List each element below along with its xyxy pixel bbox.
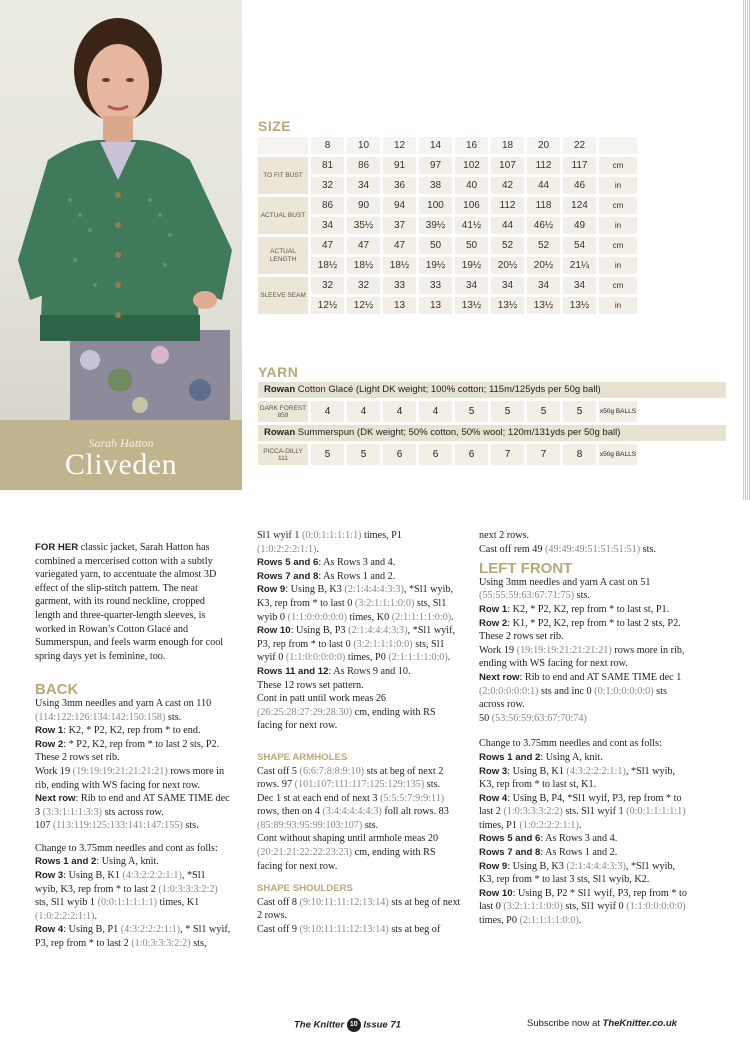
size-cell-cm: 86 <box>347 157 380 174</box>
yarn-ball-count: 5 <box>491 401 524 422</box>
size-cell-cm: 52 <box>527 237 560 254</box>
yarn-desc: Cotton Glacé (Light DK weight; 100% cotton; 115m/125yds per 50g ball) <box>295 384 601 395</box>
left-front-text-2: Change to 3.75mm needles and cont as folls: Rows 1 and 2: Using A, knit. Row 3: Using B, K1 (4:3:2:2:2:1:1), *Sl1 wyib, K3, rep from * to last st, K1. Row 4: Using B, P4, *Sl1 wyif, P3, rep from * to last 2 (1:0:3:3:3:2:2) sts. Sl1 wyif 1 (0:0:1:1:1:1:1) times, P1 (1:0:2:2:2:1:1). Rows 5 and 6: As Rows 3 and 4. Rows 7 and 8: As Rows 1 and 2. Row 9: Using B, K3 (2:1:4:4:4:3:3), *Sl1 wyib, K3, rep from * to last 3 sts, Sl1 wyib, K2. Row 10: Using B, P2 * Sl1 wyif, P3, rep from * to last 0 (3:2:1:1:1:0:0) sts, Sl1 wyif 0 (1:1:0:0:0:0:0) times, P0 (2:1:1:1:1:0:0). <box>479 738 687 927</box>
text-column-3 <box>479 529 687 928</box>
size-unit-cm: cm <box>599 157 637 174</box>
size-cell-in: 37 <box>383 217 416 234</box>
size-cell-cm: 107 <box>491 157 524 174</box>
yarn-description-bar <box>258 382 726 398</box>
size-cell-in: 35½ <box>347 217 380 234</box>
size-cell-in: 39½ <box>419 217 452 234</box>
yarn-ball-count: 5 <box>311 444 344 465</box>
intro-paragraph <box>35 541 231 663</box>
yarn-shade-label: PICCA-DILLY 111 <box>258 444 308 465</box>
size-cell-cm: 112 <box>527 157 560 174</box>
yarn-ball-count: 4 <box>419 401 452 422</box>
yarn-ball-count: 4 <box>383 401 416 422</box>
size-cell-in: 13½ <box>455 297 488 314</box>
yarn-ball-count: 5 <box>347 444 380 465</box>
size-cell-in: 21¼ <box>563 257 596 274</box>
size-cell-cm: 34 <box>527 277 560 294</box>
size-heading: SIZE <box>258 118 292 134</box>
yarn-unit: x50g BALLS <box>599 444 637 465</box>
size-cell-in: 13 <box>383 297 416 314</box>
size-cell-in: 18½ <box>347 257 380 274</box>
size-cell-in: 13½ <box>563 297 596 314</box>
size-cell-cm: 52 <box>491 237 524 254</box>
size-row-in <box>258 297 637 314</box>
size-header-cell: 22 <box>563 137 596 154</box>
size-row-in <box>258 217 637 234</box>
yarn-unit: x50g BALLS <box>599 401 637 422</box>
yarn-ball-count: 8 <box>563 444 596 465</box>
size-row-in <box>258 177 637 194</box>
size-cell-in: 46½ <box>527 217 560 234</box>
size-cell-cm: 34 <box>455 277 488 294</box>
back-text-2: Change to 3.75mm needles and cont as folls: Rows 1 and 2: Using A, knit. Row 3: Using B, K1 (4:3:2:2:2:1:1), *Sl1 wyib, K3, rep from * to last 2 (1:0:3:3:3:2:2) sts, Sl1 wyib 1 (0:0:1:1:1:1:1) times, K1 (1:0:2:2:2:1:1). Row 4: Using B, P1 (4:3:2:2:2:1:1), * Sl1 wyif, P3, rep from * to last 2 (1:0:3:3:3:2:2) sts, <box>35 842 231 950</box>
size-cell-cm: 50 <box>455 237 488 254</box>
yarn-ball-count: 6 <box>455 444 488 465</box>
back-text: Using 3mm needles and yarn A cast on 110 (114:122:126:134:142:150:158) sts. Row 1: K2, * P2, K2, rep from * to end. Row 2: * P2, K2, rep from * to last 2 sts, P2. These 2 rows set rib. Work 19 (19:19:19:21:21:21:21) rows more in rib, ending with WS facing for next row. Next row: Rib to end and AT SAME TIME dec 3 (3:3:1:1:1:3:3) sts across row. 107 (113:119:125:133:141:147:155) sts. <box>35 697 230 832</box>
size-cell-in: 20½ <box>491 257 524 274</box>
page-spine <box>743 0 750 500</box>
size-cell-cm: 50 <box>419 237 452 254</box>
size-cell-cm: 47 <box>311 237 344 254</box>
size-cell-in: 19½ <box>455 257 488 274</box>
size-cell-in: 20½ <box>527 257 560 274</box>
size-cell-cm: 47 <box>347 237 380 254</box>
size-cell-in: 12½ <box>347 297 380 314</box>
size-row-in <box>258 257 637 274</box>
issue-number: Issue 71 <box>363 1019 401 1031</box>
size-unit-cm: cm <box>599 237 637 254</box>
size-cell-cm: 100 <box>419 197 452 214</box>
size-header-cell: 10 <box>347 137 380 154</box>
armholes-text: Cast off 5 (6:6:7:8:8:9:10) sts at beg of next 2 rows. 97 (101:107:111:117:125:129:135) sts. Dec 1 st at each end of next 3 (5:5:5:7:9:9:11) rows, then on 4 (3:4:4:4:4:4:3) foll alt rows. 83 (85:89:93:95:99:103:107) sts. Cont without shaping until armhole meas 20 (20:21:21:22:22:23:23) cm, ending with RS facing for next row. <box>257 765 449 872</box>
size-cell-cm: 86 <box>311 197 344 214</box>
yarn-table <box>255 441 640 468</box>
size-table-wrap <box>255 134 640 317</box>
size-row-label: TO FIT BUST <box>258 157 308 194</box>
pattern-title: Cliveden <box>64 448 178 481</box>
yarn-heading: YARN <box>258 364 299 380</box>
yarn-row <box>258 444 637 465</box>
size-cell-cm: 124 <box>563 197 596 214</box>
size-header-cell: 14 <box>419 137 452 154</box>
shoulders-text: Cast off 8 (9:10:11:11:12:13:14) sts at beg of next 2 rows. Cast off 9 (9:10:11:11:12:13:14) sts at beg of <box>257 896 461 936</box>
text-column-1 <box>35 541 231 951</box>
size-cell-cm: 54 <box>563 237 596 254</box>
size-row-cm <box>258 157 637 174</box>
yarn-ball-count: 7 <box>527 444 560 465</box>
footer-subscribe <box>527 1018 677 1029</box>
size-cell-in: 18½ <box>311 257 344 274</box>
model-illustration <box>0 0 242 420</box>
yarn-row <box>258 401 637 422</box>
yarn-desc: Summerspun (DK weight; 50% cotton, 50% wool; 120m/131yds per 50g ball) <box>295 427 621 438</box>
size-header-cell: 20 <box>527 137 560 154</box>
size-cell-cm: 34 <box>563 277 596 294</box>
left-front-text: Using 3mm needles and yarn A cast on 51 (55:55:59:63:67:71:75) sts. Row 1: K2, * P2, K2, rep from * to last st, P1. Row 2: K1, * P2, K2, rep from * to last 2 sts, P2. These 2 rows set rib. Work 19 (19:19:19:21:21:21:21) rows more in rib, ending with WS facing for next row. Next row: Rib to end and AT SAME TIME dec 1 (2:0:0:0:0:0:1) sts and inc 0 (0:1:0:0:0:0:0) sts across row. 50 (53:56:59:63:67:70:74) <box>479 576 685 724</box>
size-header-cell: 16 <box>455 137 488 154</box>
size-cell-in: 46 <box>563 177 596 194</box>
size-cell-cm: 102 <box>455 157 488 174</box>
subscribe-link[interactable]: TheKnitter.co.uk <box>602 1018 677 1029</box>
yarn-description-bar <box>258 425 726 441</box>
yarn-ball-count: 4 <box>347 401 380 422</box>
size-cell-cm: 106 <box>455 197 488 214</box>
size-cell-in: 34 <box>347 177 380 194</box>
size-row-label: SLEEVE SEAM <box>258 277 308 314</box>
size-cell-in: 18½ <box>383 257 416 274</box>
yarn-ball-count: 7 <box>491 444 524 465</box>
footer-magazine <box>294 1018 401 1032</box>
size-cell-in: 41½ <box>455 217 488 234</box>
size-header-unit-blank <box>599 137 637 154</box>
subscribe-text: Subscribe now at <box>527 1018 600 1029</box>
size-cell-in: 34 <box>311 217 344 234</box>
yarn-ball-count: 6 <box>419 444 452 465</box>
yarn-ball-count: 5 <box>527 401 560 422</box>
size-header-cell: 8 <box>311 137 344 154</box>
size-cell-in: 44 <box>527 177 560 194</box>
yarn-ball-count: 6 <box>383 444 416 465</box>
yarn-table-wrap <box>258 382 726 468</box>
text-column-2 <box>257 529 463 937</box>
size-header-cell: 18 <box>491 137 524 154</box>
yarn-table <box>255 398 640 425</box>
yarn-ball-count: 5 <box>563 401 596 422</box>
size-cell-cm: 118 <box>527 197 560 214</box>
page-number: 10 <box>347 1018 361 1032</box>
size-cell-cm: 90 <box>347 197 380 214</box>
size-unit-in: in <box>599 297 637 314</box>
size-cell-in: 32 <box>311 177 344 194</box>
left-front-heading: LEFT FRONT <box>479 560 573 578</box>
intro-text: classic jacket, Sarah Hatton has combined a mercerised cotton with a subtly variegated yarn, to accentuate the almost 3D effect of the slip-stitch pattern. The neat garment, with its round neckline, cropped length and three-quarter-length sleeves, is worked in Rowan’s Cotton Glacé and Summerspun, and feels warm enough for cool spring days yet is feminine, too. <box>35 542 224 662</box>
size-row-label: ACTUAL LENGTH <box>258 237 308 274</box>
size-unit-in: in <box>599 257 637 274</box>
designer-name: Sarah Hatton <box>88 436 154 450</box>
size-cell-cm: 81 <box>311 157 344 174</box>
col2-text: Sl1 wyif 1 (0:0:1:1:1:1:1) times, P1 (1:0:2:2:2:1:1). Rows 5 and 6: As Rows 3 and 4. Rows 7 and 8: As Rows 1 and 2. Row 9: Using B, K3 (2:1:4:4:4:3:3), *Sl1 wyib, K3, rep from * to last 0 (3:2:1:1:1:0:0) sts, Sl1 wyib 0 (1:1:0:0:0:0:0) times, K0 (2:1:1:1:1:0:0). Row 10: Using B, P3 (2:1:4:4:4:3:3), *Sl1 wyif, P3, rep from * to last 0 (3:2:1:1:1:0:0) sts, Sl1 wyif 0 (1:1:0:0:0:0:0) times, P0 (2:1:1:1:1:0:0). Rows 11 and 12: As Rows 9 and 10. These 12 rows set pattern. Cont in patt until work meas 26 (26:25:28:27:29:28:30) cm, ending with RS facing for next row. <box>257 530 456 732</box>
col3-text: next 2 rows. Cast off rem 49 (49:49:49:51:51:51:51) sts. <box>479 530 656 555</box>
yarn-brand: Rowan <box>264 384 296 395</box>
size-row-cm <box>258 237 637 254</box>
size-cell-in: 13 <box>419 297 452 314</box>
size-cell-cm: 97 <box>419 157 452 174</box>
size-header-cell: 12 <box>383 137 416 154</box>
size-cell-cm: 91 <box>383 157 416 174</box>
shape-armholes-heading: SHAPE ARMHOLES <box>257 751 348 763</box>
size-unit-cm: cm <box>599 277 637 294</box>
model-photo <box>0 0 242 420</box>
magazine-name: The Knitter <box>294 1019 345 1031</box>
size-cell-cm: 94 <box>383 197 416 214</box>
size-cell-cm: 112 <box>491 197 524 214</box>
yarn-brand: Rowan <box>264 427 296 438</box>
size-cell-cm: 32 <box>347 277 380 294</box>
size-cell-cm: 33 <box>383 277 416 294</box>
size-cell-cm: 117 <box>563 157 596 174</box>
size-cell-in: 38 <box>419 177 452 194</box>
size-cell-in: 36 <box>383 177 416 194</box>
shape-shoulders-heading: SHAPE SHOULDERS <box>257 883 353 895</box>
size-cell-in: 19½ <box>419 257 452 274</box>
size-table <box>255 134 640 317</box>
size-cell-cm: 33 <box>419 277 452 294</box>
size-row-cm <box>258 277 637 294</box>
size-cell-in: 44 <box>491 217 524 234</box>
size-cell-cm: 32 <box>311 277 344 294</box>
size-row-label: ACTUAL BUST <box>258 197 308 234</box>
size-cell-in: 42 <box>491 177 524 194</box>
yarn-ball-count: 4 <box>311 401 344 422</box>
intro-lead: FOR HER <box>35 542 79 553</box>
yarn-ball-count: 5 <box>455 401 488 422</box>
size-cell-in: 13½ <box>491 297 524 314</box>
size-cell-cm: 47 <box>383 237 416 254</box>
size-header-blank <box>258 137 308 154</box>
size-unit-cm: cm <box>599 197 637 214</box>
size-unit-in: in <box>599 177 637 194</box>
size-cell-cm: 34 <box>491 277 524 294</box>
size-row-cm <box>258 197 637 214</box>
size-unit-in: in <box>599 217 637 234</box>
yarn-shade-label: DARK FOREST 859 <box>258 401 308 422</box>
size-cell-in: 40 <box>455 177 488 194</box>
size-header-row <box>258 137 637 154</box>
size-cell-in: 12½ <box>311 297 344 314</box>
size-cell-in: 49 <box>563 217 596 234</box>
size-cell-in: 13½ <box>527 297 560 314</box>
back-heading: BACK <box>35 681 79 699</box>
